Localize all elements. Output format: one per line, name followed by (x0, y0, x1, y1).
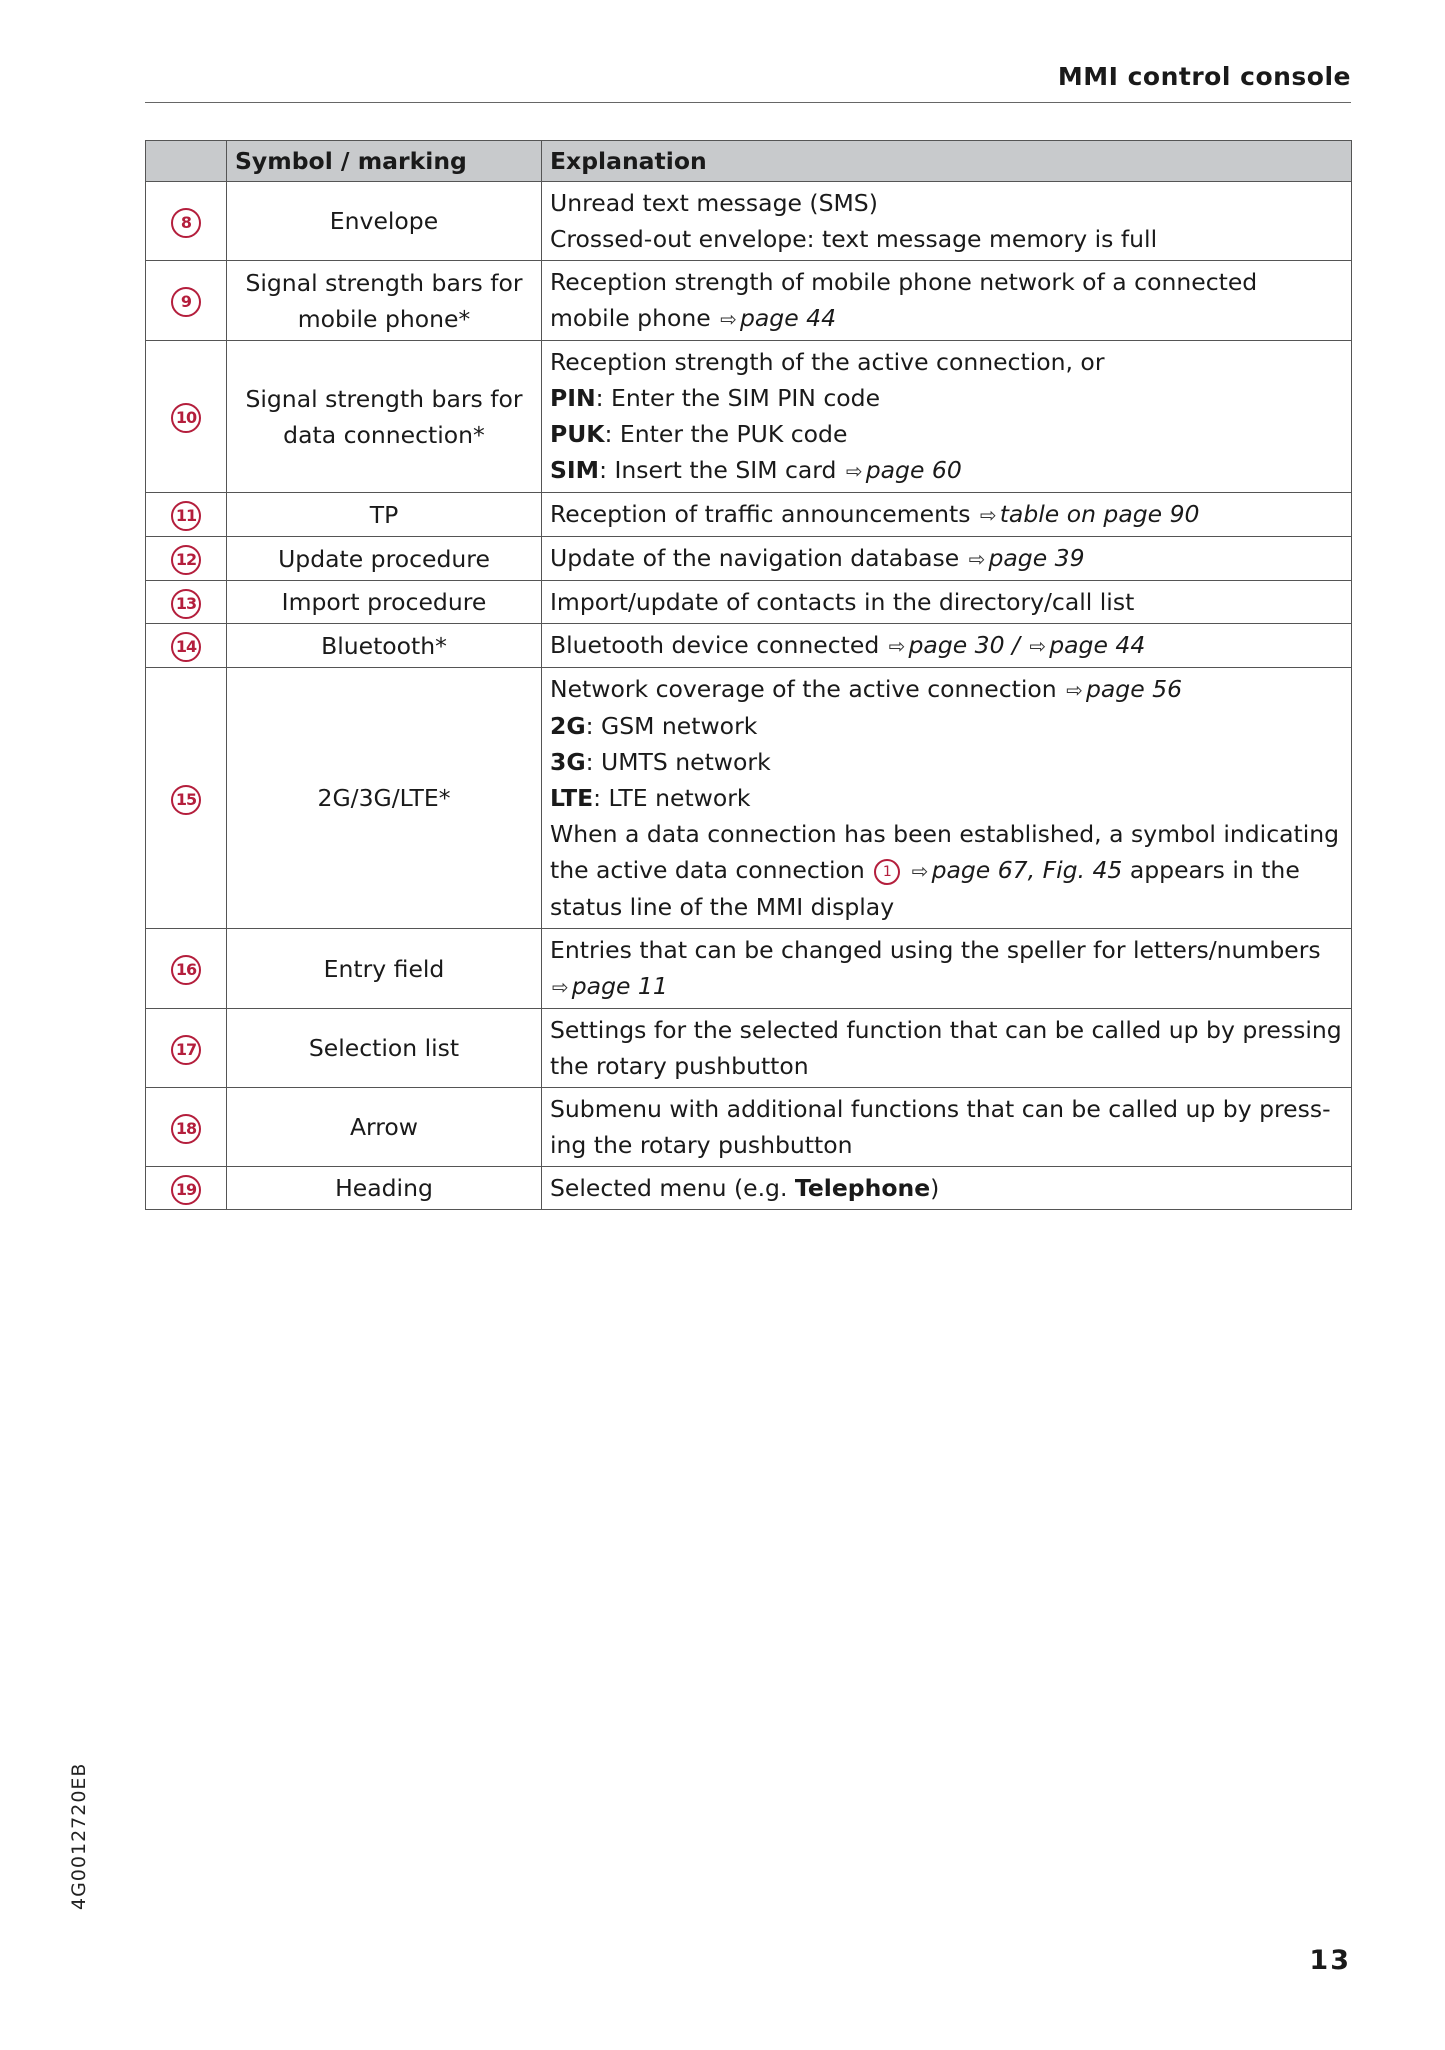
row-number-cell (146, 668, 227, 929)
explanation-line (550, 185, 1343, 221)
explanation-text: : Insert the SIM card (599, 456, 837, 484)
row-number-cell (146, 1167, 227, 1210)
circled-number-icon: 1 (874, 859, 900, 885)
header-num (146, 141, 227, 182)
symbol-cell: 2G/3G/LTE* (227, 668, 542, 929)
cross-reference-arrow-icon: ⇨ (1066, 678, 1083, 702)
symbol-cell: Bluetooth* (227, 624, 542, 668)
menu-name: Telephone (794, 1174, 931, 1202)
cross-reference-arrow-icon: ⇨ (720, 307, 737, 331)
explanation-line (550, 264, 1343, 337)
explanation-line (550, 584, 1343, 620)
explanation-line (550, 780, 1343, 816)
cross-reference-arrow-icon: ⇨ (552, 975, 569, 999)
explanation-cell (542, 341, 1352, 493)
table-row (146, 668, 1352, 929)
cross-reference-arrow-icon: ⇨ (888, 634, 906, 658)
explanation-cell (542, 668, 1352, 929)
header-divider (145, 102, 1351, 103)
symbol-cell: Heading (227, 1167, 542, 1210)
explanation-line (550, 540, 1343, 577)
explanation-cell (542, 581, 1352, 624)
circled-number-icon: 9 (171, 287, 201, 317)
explanation-line (550, 380, 1343, 416)
row-number-cell (146, 261, 227, 341)
table-row (146, 1167, 1352, 1210)
cross-reference-arrow-icon: ⇨ (1029, 634, 1047, 658)
explanation-cell (542, 1009, 1352, 1088)
explanation-line (550, 221, 1343, 257)
table-row (146, 1009, 1352, 1088)
explanation-text: : GSM network (585, 712, 758, 740)
row-number-cell (146, 341, 227, 493)
row-number-cell (146, 182, 227, 261)
symbol-cell: Import procedure (227, 581, 542, 624)
explanation-text: Entries that can be changed using the speller for letters/numbers (550, 936, 1321, 964)
explanation-cell (542, 929, 1352, 1009)
table-row (146, 624, 1352, 668)
explanation-line (550, 416, 1343, 452)
explanation-text: ) (930, 1174, 940, 1202)
term-label: PIN (550, 384, 596, 412)
explanation-text: Crossed-out envelope: text message memory is full (550, 225, 1158, 253)
term-label: PUK (550, 420, 605, 448)
circled-number-icon: 8 (171, 208, 201, 238)
table-row (146, 341, 1352, 493)
explanation-text: Selected menu (e.g. (550, 1174, 788, 1202)
symbol-cell: Arrow (227, 1088, 542, 1167)
table-row (146, 182, 1352, 261)
circled-number-icon: 12 (171, 545, 201, 575)
explanation-text: : LTE network (593, 784, 751, 812)
explanation-line (550, 627, 1343, 664)
cross-reference-arrow-icon: ⇨ (845, 459, 863, 483)
table-row (146, 929, 1352, 1009)
document-code: 4G0012720EB (68, 1762, 90, 1910)
explanation-cell (542, 261, 1352, 341)
explanation-text: Import/update of contacts in the directory/call list (550, 588, 1135, 616)
symbol-cell: Selection list (227, 1009, 542, 1088)
table-body (146, 182, 1352, 1210)
explanation-cell (542, 1088, 1352, 1167)
explanation-line (550, 932, 1343, 1005)
table-row (146, 1088, 1352, 1167)
table-row (146, 493, 1352, 537)
term-label: LTE (550, 784, 594, 812)
page-reference: page 60 (865, 456, 962, 484)
explanation-text: Settings for the selected function that can be called up by pressing the rotary pushbutton (550, 1016, 1342, 1080)
explanation-cell (542, 624, 1352, 668)
cross-reference-arrow-icon: ⇨ (979, 503, 997, 527)
explanation-line (550, 744, 1343, 780)
cross-reference-arrow-icon: ⇨ (968, 547, 986, 571)
circled-number-icon: 18 (171, 1114, 201, 1144)
symbol-cell: Envelope (227, 182, 542, 261)
row-number-cell (146, 929, 227, 1009)
symbol-cell: Signal strength bars for mobile phone* (227, 261, 542, 341)
explanation-line (550, 344, 1343, 380)
row-number-cell (146, 581, 227, 624)
explanation-cell (542, 537, 1352, 581)
row-number-cell (146, 493, 227, 537)
circled-number-icon: 13 (171, 589, 201, 619)
symbol-cell: Update procedure (227, 537, 542, 581)
explanation-text: : UMTS network (585, 748, 771, 776)
explanation-line (550, 708, 1343, 744)
symbol-cell: Entry field (227, 929, 542, 1009)
explanation-text: When a data connection has been established, a symbol indicating the active data connection (550, 820, 1340, 884)
row-number-cell (146, 537, 227, 581)
term-label: 2G (550, 712, 586, 740)
table-row (146, 581, 1352, 624)
explanation-cell (542, 1167, 1352, 1210)
explanation-line (550, 1170, 1343, 1206)
explanation-text: Reception strength of the active connection, or (550, 348, 1105, 376)
explanation-line (550, 671, 1343, 708)
header-explanation: Explanation (542, 141, 1352, 182)
explanation-line (550, 452, 1343, 489)
row-number-cell (146, 1009, 227, 1088)
page-reference: page 39 (988, 544, 1085, 572)
page-reference: page 44 (739, 304, 837, 332)
page-number: 13 (1309, 1945, 1351, 1976)
circled-number-icon: 10 (171, 403, 201, 433)
explanation-text: : Enter the SIM PIN code (595, 384, 881, 412)
circled-number-icon: 11 (171, 501, 201, 531)
term-label: SIM (550, 456, 600, 484)
symbol-cell: Signal strength bars for data connection* (227, 341, 542, 493)
table-header-row (146, 141, 1352, 182)
row-number-cell (146, 624, 227, 668)
explanation-text: Reception of traffic announcements (550, 500, 971, 528)
explanation-text: : Enter the PUK code (604, 420, 848, 448)
page-reference: page 67, Fig. 45 (931, 856, 1123, 884)
explanation-line (550, 1091, 1343, 1163)
explanation-text: appears in the status line of the MMI display (550, 856, 1300, 921)
explanation-line (550, 816, 1343, 925)
explanation-text: Reception strength of mobile phone network of a connected mobile phone (550, 268, 1258, 332)
explanation-text: Network coverage of the active connection (550, 675, 1057, 703)
circled-number-icon: 17 (171, 1035, 201, 1065)
circled-number-icon: 19 (171, 1175, 201, 1205)
explanation-text: Bluetooth device connected (550, 631, 880, 659)
explanation-line (550, 496, 1343, 533)
term-label: 3G (550, 748, 586, 776)
explanation-text: Unread text message (SMS) (550, 189, 878, 217)
table-row (146, 537, 1352, 581)
table-row (146, 261, 1352, 341)
cross-reference-arrow-icon: ⇨ (911, 859, 929, 883)
symbol-table (145, 140, 1352, 1210)
header-symbol: Symbol / marking (227, 141, 542, 182)
circled-number-icon: 14 (171, 632, 201, 662)
row-number-cell (146, 1088, 227, 1167)
explanation-line (550, 1012, 1343, 1084)
page-reference: page 11 (571, 972, 668, 1000)
circled-number-icon: 15 (171, 785, 201, 815)
circled-number-icon: 16 (171, 955, 201, 985)
page-reference: table on page 90 (999, 500, 1200, 528)
page-reference: page 30 / (908, 631, 1020, 659)
explanation-text: Submenu with additional functions that can be called up by press-ing the rotary pushbutton (550, 1095, 1331, 1159)
explanation-cell (542, 493, 1352, 537)
page-reference: page 56 (1085, 675, 1183, 703)
explanation-text: Update of the navigation database (550, 544, 960, 572)
page-header-title: MMI control console (1057, 62, 1351, 91)
page-reference: page 44 (1049, 631, 1146, 659)
explanation-cell (542, 182, 1352, 261)
symbol-cell: TP (227, 493, 542, 537)
